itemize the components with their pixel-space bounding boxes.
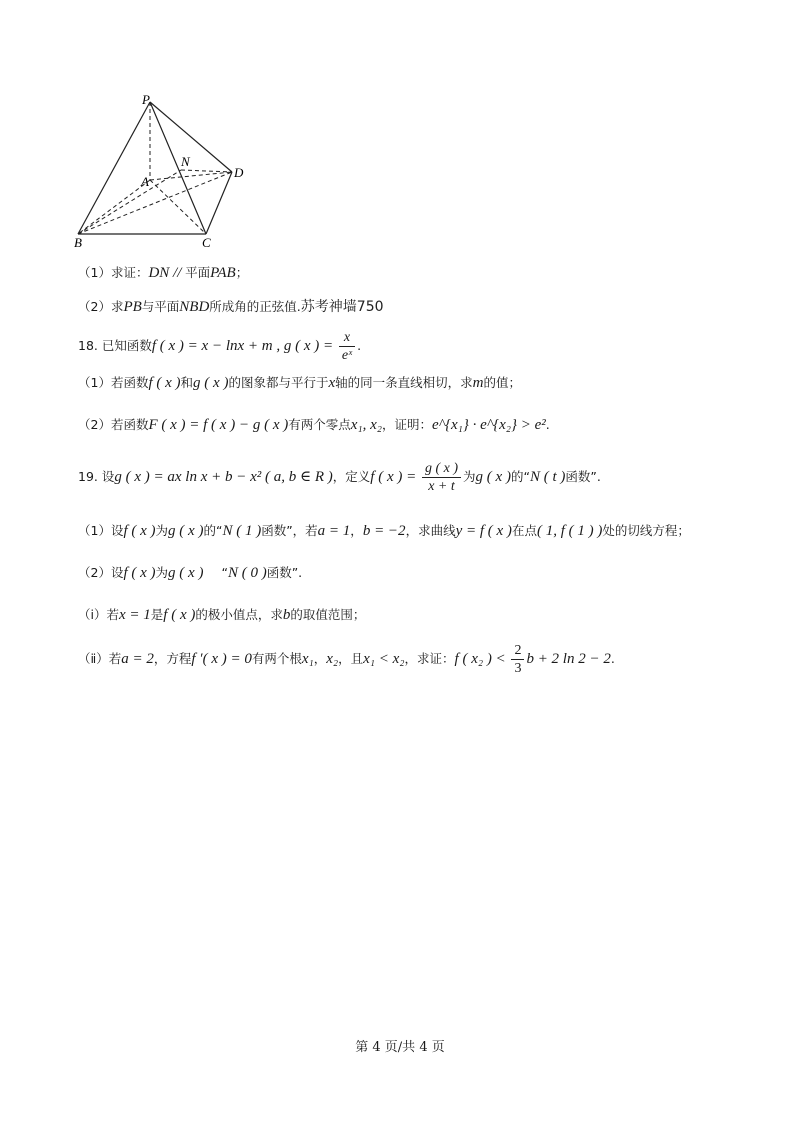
- label-a: A: [141, 174, 149, 189]
- fraction: $\frac{x}{\text{eˣ}}$: [339, 329, 355, 364]
- watermark-text: 苏考神墙750: [300, 299, 384, 315]
- q18-part1: （1）若函数f ( x )和g ( x )的图象都与平行于x轴的同一条直线相切，求m的值；: [78, 375, 522, 391]
- q19-part2-ii: （ⅱ）若a = 2，方程f ′( x ) = 0有两个根x₁，x₂，且x₁ < x₂，求证：f ( x₂ ) < $\frac{2}{3}$ b + 2 ln 2 − 2.: [78, 643, 615, 676]
- q17-part1: （1）求证：DN // 平面PAB；: [78, 265, 249, 281]
- label-p: P: [142, 92, 150, 107]
- label-c: C: [202, 235, 211, 250]
- q18-part2: （2）若函数F ( x ) = f ( x ) − g ( x )有两个零点x₁, x₂，证明：e^{x₁} · e^{x₂} > e².: [78, 417, 550, 433]
- page-footer: 第 4 页/共 4 页: [355, 1040, 445, 1055]
- q19-part2: （2）设f ( x )为g ( x ) “N ( 0 )函数”.: [78, 565, 303, 581]
- pyramid-figure: [70, 92, 260, 252]
- fraction: $\frac{g ( x )}{x + t}$: [422, 460, 461, 495]
- fraction: $\frac{2}{3}$: [511, 642, 524, 677]
- q17-part2: （2）求PB与平面NBD所成角的正弦值.苏考神墙750: [78, 299, 384, 315]
- q18-stem: 18. 已知函数f ( x ) = x − lnx + m , g ( x ) = $\frac{x}{\text{eˣ}}$ .: [78, 330, 362, 363]
- label-b: B: [74, 235, 82, 250]
- label-n: N: [181, 154, 190, 169]
- q19-stem: 19. 设g ( x ) = ax ln x + b − x² ( a, b ∈ R )，定义f ( x ) = $\frac{g ( x )}{x + t}$ 为g ( x )的“N ( t )函数”.: [78, 461, 601, 494]
- label-d: D: [234, 165, 244, 180]
- q19-part2-i: （ⅰ）若x = 1是f ( x )的极小值点，求b的取值范围；: [78, 607, 366, 623]
- q19-part1: （1）设f ( x )为g ( x )的“N ( 1 )函数”，若a = 1，b = −2，求曲线y = f ( x )在点( 1, f ( 1 ) )处的切线方程；: [78, 523, 690, 539]
